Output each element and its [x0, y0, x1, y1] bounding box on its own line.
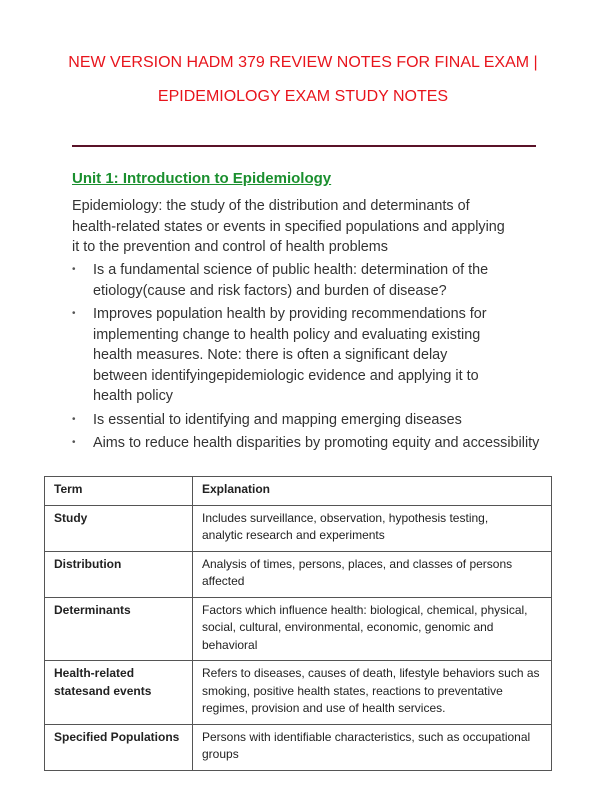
document-title-line-1: NEW VERSION HADM 379 REVIEW NOTES FOR FINAL EXAM | [68, 54, 538, 71]
table-row [45, 661, 552, 725]
bullet-line: Is essential to identifying and mapping emerging diseases [93, 411, 462, 428]
explanation-text: Factors which influence health: biological, chemical, physical, [202, 602, 528, 617]
bullet-list [72, 260, 572, 457]
explanation-text: Refers to diseases, causes of death, lifestyle behaviors such as [202, 666, 540, 680]
explanation-text: regimes, provision and use of health services. [202, 701, 446, 715]
title-divider [72, 145, 536, 147]
unit-heading: Unit 1: Introduction to Epidemiology [72, 170, 332, 187]
bullet-item [72, 433, 572, 454]
bullet-item [72, 410, 572, 431]
explanation-cell [193, 724, 552, 770]
bullet-line: etiology(cause and risk factors) and burden of disease? [93, 282, 447, 299]
term-text: statesand events [54, 683, 152, 698]
explanation-text: affected [202, 574, 245, 588]
explanation-text: smoking, positive health states, reactions to preventative [202, 683, 503, 698]
explanation-text: groups [202, 747, 239, 761]
term-text: Specified Populations [54, 729, 180, 744]
explanation-cell [193, 551, 552, 597]
explanation-text: Includes surveillance, observation, hypothesis testing, [202, 510, 489, 525]
definition-paragraph [72, 196, 552, 258]
explanation-text: Analysis of times, persons, places, and classes of persons [202, 556, 513, 571]
table-row [45, 505, 552, 551]
terms-table [44, 476, 552, 771]
bullet-line: health measures. Note: there is often a significant delay [93, 347, 448, 363]
definition-line: health-related states or events in specified populations and applying [72, 218, 505, 235]
explanation-cell [193, 661, 552, 725]
term-cell [45, 724, 193, 770]
document-title-line-2: EPIDEMIOLOGY EXAM STUDY NOTES [157, 88, 449, 105]
term-text: Distribution [54, 556, 122, 571]
bullet-dot: • [72, 264, 76, 275]
table-row [45, 597, 552, 661]
term-cell [45, 505, 193, 551]
bullet-dot: • [72, 413, 76, 425]
definition-line: it to the prevention and control of health problems [72, 239, 388, 255]
term-text: Study [54, 510, 88, 525]
bullet-dot: • [72, 437, 76, 448]
header-term: Term [45, 477, 193, 506]
bullet-line: Is a fundamental science of public health: determination of the [93, 262, 489, 278]
explanation-cell [193, 597, 552, 661]
bullet-dot: • [72, 308, 76, 319]
bullet-line: between identifyingepidemiologic evidence and applying it to [93, 367, 479, 384]
explanation-cell [193, 505, 552, 551]
term-text: Health-related [54, 666, 135, 680]
bullet-item [72, 304, 572, 407]
table-row [45, 724, 552, 770]
table-header-row [45, 477, 552, 506]
bullet-line: Aims to reduce health disparities by promoting equity and accessibility [93, 435, 540, 451]
header-explanation: Explanation [193, 477, 552, 506]
term-text: Determinants [54, 602, 131, 617]
explanation-text: social, cultural, environmental, economic, genomic and [202, 620, 494, 634]
table-row [45, 551, 552, 597]
term-cell [45, 661, 193, 725]
bullet-line: Improves population health by providing recommendations for [93, 306, 487, 322]
explanation-text: behavioral [202, 637, 258, 652]
term-cell [45, 597, 193, 661]
bullet-line: health policy [93, 388, 173, 404]
term-cell [45, 551, 193, 597]
explanation-text: Persons with identifiable characteristics, such as occupational [202, 729, 531, 744]
explanation-text: analytic research and experiments [202, 528, 385, 542]
bullet-item [72, 260, 572, 301]
bullet-line: implementing change to health policy and evaluating existing [93, 326, 481, 343]
definition-line: Epidemiology: the study of the distribution and determinants of [72, 198, 470, 214]
